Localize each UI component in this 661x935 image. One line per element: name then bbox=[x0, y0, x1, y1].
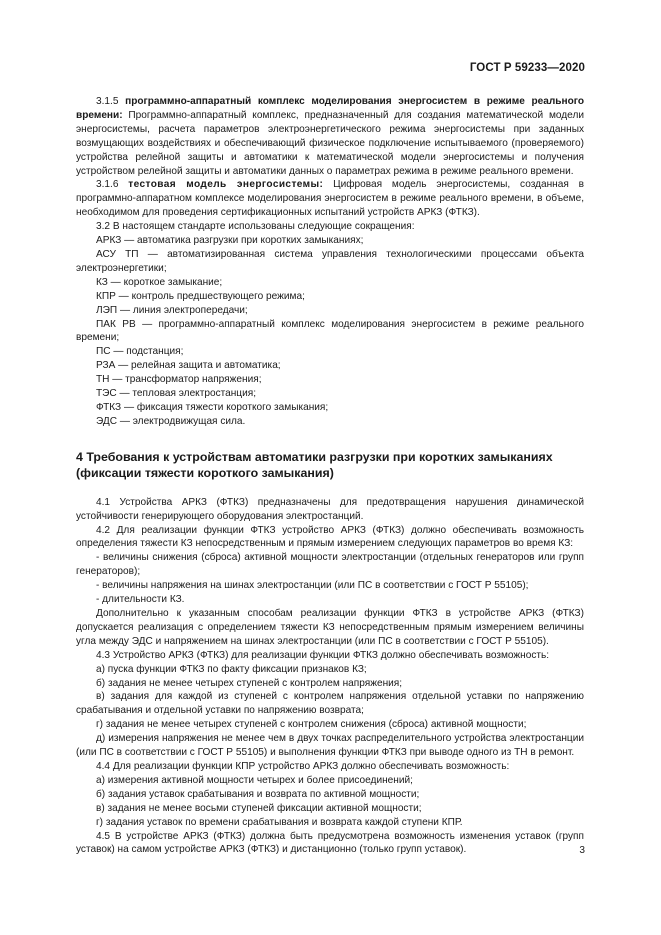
paragraph-4-4: 4.4 Для реализации функции КПР устройство АРКЗ должно обеспечивать возможность: bbox=[96, 760, 510, 772]
term-3-1-5: программно-аппаратный комплекс моделирования энергосистем в режиме реального времени: bbox=[76, 96, 584, 121]
list-item: а) пуска функции ФТКЗ по факту фиксации признаков КЗ; bbox=[96, 663, 367, 675]
document-body bbox=[76, 95, 584, 857]
abbreviation-item: АСУ ТП — автоматизированная система управления технологическими процессами объекта электроэнергетики; bbox=[76, 248, 584, 274]
document-header: ГОСТ Р 59233—2020 bbox=[469, 62, 585, 74]
list-item: б) задания уставок срабатывания и возврата по активной мощности; bbox=[96, 788, 420, 800]
list-item: д) измерения напряжения не менее чем в двух точках распределительного устройства электростанции (или ПС в соответствии с ГОСТ Р 55105) и выполнения функции ФТКЗ при выводе одного из ТН в ремонт. bbox=[76, 733, 584, 759]
definition-text-3-1-5: Программно-аппаратный комплекс, предназначенный для создания математической модели энергосистемы, расчета параметров электроэнергетического режима энергосистемы при заданных возмущающих воздействиях и обеспечивающий физическое подключение испытываемого (проверяемого) устройства релейной защиты и автоматики к математической модели энергосистемы и получения устройством релейной защиты и автоматики данных о параметрах режима в режиме реального времени. bbox=[76, 109, 584, 177]
definition-text-3-1-6: Цифровая модель энергосистемы, созданная в программно-аппаратном комплексе моделирования энергосистем в режиме реального времени, в объеме, необходимом для проведения сертификационных испытаний устройств АРКЗ (ФТКЗ). bbox=[76, 179, 585, 219]
abbreviations-intro: 3.2 В настоящем стандарте использованы следующие сокращения: bbox=[96, 221, 415, 233]
abbreviation-item: КПР — контроль предшествующего режима; bbox=[96, 290, 305, 302]
abbreviation-item: КЗ — короткое замыкание; bbox=[96, 276, 223, 288]
term-3-1-6: тестовая модель энергосистемы: bbox=[128, 179, 324, 191]
list-item: - длительности КЗ. bbox=[96, 594, 185, 606]
list-item: - величины напряжения на шинах электростанции (или ПС в соответствии с ГОСТ Р 55105); bbox=[96, 580, 529, 592]
paragraph-4-5: 4.5 В устройстве АРКЗ (ФТКЗ) должна быть предусмотрена возможность изменения уставок (групп уставок) на самом устройстве АРКЗ (ФТКЗ) и дистанционно (только групп уставок). bbox=[76, 830, 584, 856]
paragraph-4-1: 4.1 Устройства АРКЗ (ФТКЗ) предназначены для предотвращения нарушения динамической устойчивости генерирующего оборудования электростанций. bbox=[76, 496, 584, 522]
abbreviation-item: ПС — подстанция; bbox=[96, 346, 184, 358]
definition-3-1-5: 3.1.5 программно-аппаратный комплекс моделирования энергосистем в режиме реального времени: Программно-аппаратный комплекс, предназначенный для создания математической модели энергосистемы, расчета параметров электроэнергетического режима энергосистемы при заданных возмущающих воздействиях и обеспечивающий физическое подключение испытываемого (проверяемого) устройства релейной защиты и автоматики к математической модели энергосистемы и получения устройством релейной защиты и автоматики данных о параметрах режима в режиме реального времени. bbox=[76, 96, 584, 177]
abbreviation-item: ТЭС — тепловая электростанция; bbox=[96, 388, 256, 400]
list-item: а) измерения активной мощности четырех и более присоединений; bbox=[96, 774, 413, 786]
abbreviation-item: АРКЗ — автоматика разгрузки при коротких замыканиях; bbox=[96, 235, 364, 247]
abbreviation-item: ЛЭП — линия электропередачи; bbox=[96, 304, 248, 316]
section-4-heading: 4 Требования к устройствам автоматики разгрузки при коротких замыканиях (фиксации тяжести короткого замыкания) bbox=[76, 449, 553, 480]
list-item: г) задания не менее четырех ступеней с контролем снижения (сброса) активной мощности; bbox=[96, 719, 527, 731]
abbreviation-item: РЗА — релейная защита и автоматика; bbox=[96, 360, 281, 372]
list-item: в) задания не менее восьми ступеней фиксации активной мощности; bbox=[96, 802, 422, 814]
paragraph-4-2: 4.2 Для реализации функции ФТКЗ устройство АРКЗ (ФТКЗ) должно обеспечивать возможность определения тяжести КЗ непосредственным и прямым измерением следующих параметров во время КЗ: bbox=[76, 524, 584, 550]
abbreviation-item: ЭДС — электродвижущая сила. bbox=[96, 415, 246, 427]
abbreviation-item: ФТКЗ — фиксация тяжести короткого замыкания; bbox=[96, 401, 329, 413]
abbreviation-item: ТН — трансформатор напряжения; bbox=[96, 374, 262, 386]
paragraph-4-2-addition: Дополнительно к указанным способам реализации функции ФТКЗ в устройстве АРКЗ (ФТКЗ) допускается реализация с определением тяжести КЗ непосредственным прямым измерением величины угла между ЭДС и напряжением на шинах электростанции (или ПС в соответствии с ГОСТ Р 55105). bbox=[76, 608, 584, 647]
list-item: - величины снижения (сброса) активной мощности электростанции (отдельных генераторов или групп генераторов); bbox=[76, 552, 584, 578]
list-item: г) задания уставок по времени срабатывания и возврата каждой ступени КПР. bbox=[96, 816, 463, 828]
page-number: 3 bbox=[579, 845, 585, 856]
definition-3-1-6: 3.1.6 тестовая модель энергосистемы: Цифровая модель энергосистемы, созданная в программно-аппаратном комплексе моделирования энергосистем в режиме реального времени, в объеме, необходимом для проведения сертификационных испытаний устройств АРКЗ (ФТКЗ). bbox=[76, 179, 585, 219]
paragraph-4-3: 4.3 Устройство АРКЗ (ФТКЗ) для реализации функции ФТКЗ должно обеспечивать возможность: bbox=[96, 649, 550, 661]
list-item: в) задания для каждой из ступеней с контролем напряжения отдельной уставки по напряжению срабатывания и отдельной уставки по напряжению возврата; bbox=[76, 691, 584, 717]
abbreviation-item: ПАК РВ — программно-аппаратный комплекс моделирования энергосистем в режиме реального времени; bbox=[76, 318, 584, 344]
list-item: б) задания не менее четырех ступеней с контролем напряжения; bbox=[96, 677, 403, 689]
